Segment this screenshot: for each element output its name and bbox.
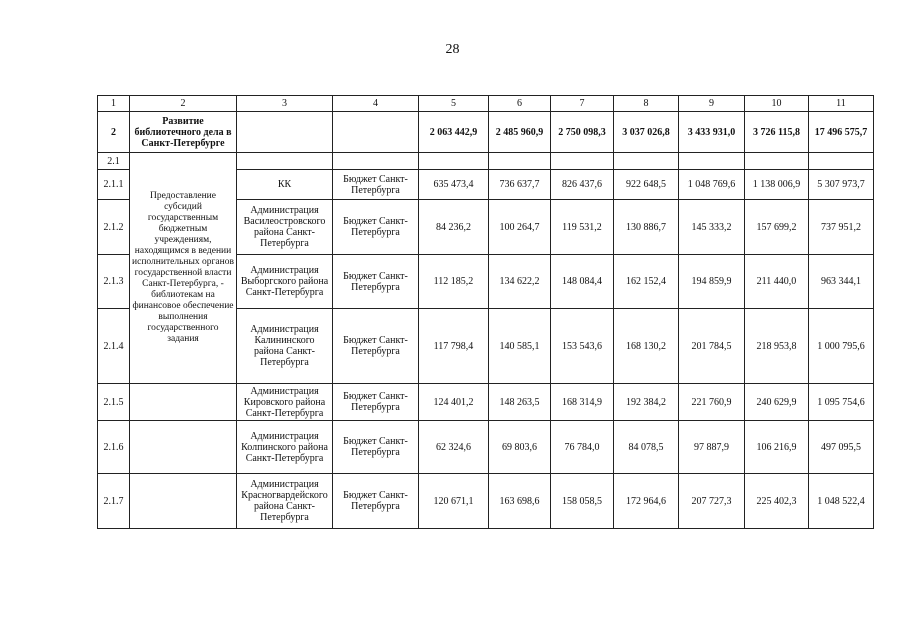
empty-cell [333,112,419,153]
row-value: 158 058,5 [551,474,614,529]
subsection-code: 2.1 [98,153,130,170]
row-value: 153 543,6 [551,309,614,384]
header-cell: 1 [98,96,130,112]
row-executor: Администрация Красногвардейского района Санкт-Петербурга [237,474,333,529]
header-cell: 4 [333,96,419,112]
row-value: 84 236,2 [419,200,489,255]
row-executor: Администрация Калининского района Санкт-Петербурга [237,309,333,384]
row-value: 148 263,5 [489,384,551,421]
row-value: 140 585,1 [489,309,551,384]
empty-cell [489,153,551,170]
row-executor: КК [237,170,333,200]
row-value: 737 951,2 [809,200,874,255]
row-value: 922 648,5 [614,170,679,200]
header-cell: 6 [489,96,551,112]
row-value: 117 798,4 [419,309,489,384]
row-value: 119 531,2 [551,200,614,255]
row-value: 1 048 769,6 [679,170,745,200]
row-value: 218 953,8 [745,309,809,384]
header-cell: 9 [679,96,745,112]
header-cell: 3 [237,96,333,112]
page-number: 28 [445,42,460,57]
empty-cell [679,153,745,170]
row-value: 69 803,6 [489,421,551,474]
row-value: 963 344,1 [809,255,874,309]
header-cell: 10 [745,96,809,112]
row-value: 97 887,9 [679,421,745,474]
row-value: 207 727,3 [679,474,745,529]
empty-cell [130,474,237,529]
row-value: 134 622,2 [489,255,551,309]
row-value: 1 000 795,6 [809,309,874,384]
row-value: 163 698,6 [489,474,551,529]
row-value: 168 314,9 [551,384,614,421]
section-code: 2 [98,112,130,153]
row-value: 211 440,0 [745,255,809,309]
header-row [98,96,874,112]
section-row [98,112,874,153]
table-row [98,384,874,421]
section-value: 3 726 115,8 [745,112,809,153]
row-value: 5 307 973,7 [809,170,874,200]
header-cell: 11 [809,96,874,112]
row-value: 157 699,2 [745,200,809,255]
row-value: 240 629,9 [745,384,809,421]
row-source: Бюджет Санкт-Петербурга [333,421,419,474]
section-name: Развитие библиотечного дела в Санкт-Петербурге [130,112,237,153]
section-value: 2 750 098,3 [551,112,614,153]
row-value: 168 130,2 [614,309,679,384]
row-code: 2.1.1 [98,170,130,200]
row-value: 62 324,6 [419,421,489,474]
empty-cell [745,153,809,170]
row-source: Бюджет Санкт-Петербурга [333,170,419,200]
header-cell: 7 [551,96,614,112]
row-code: 2.1.6 [98,421,130,474]
row-value: 1 048 522,4 [809,474,874,529]
row-value: 124 401,2 [419,384,489,421]
row-code: 2.1.2 [98,200,130,255]
row-value: 201 784,5 [679,309,745,384]
row-executor: Администрация Василеостровского района Санкт-Петербурга [237,200,333,255]
empty-cell [551,153,614,170]
row-code: 2.1.4 [98,309,130,384]
empty-cell [809,153,874,170]
row-value: 225 402,3 [745,474,809,529]
subsection-row [98,153,874,170]
header-cell: 8 [614,96,679,112]
table-row [98,421,874,474]
row-source: Бюджет Санкт-Петербурга [333,200,419,255]
row-executor: Администрация Выборгского района Санкт-Петербурга [237,255,333,309]
row-value: 120 671,1 [419,474,489,529]
row-code: 2.1.3 [98,255,130,309]
row-value: 221 760,9 [679,384,745,421]
empty-cell [130,384,237,421]
row-code: 2.1.5 [98,384,130,421]
budget-table [97,95,874,529]
row-value: 145 333,2 [679,200,745,255]
header-cell: 2 [130,96,237,112]
row-source: Бюджет Санкт-Петербурга [333,309,419,384]
subsection-description: Предоставление субсидий государственным бюджетным учреждениям, находящимся в ведении исполнительных органов государственной власти Санкт-Петербурга, - библиотекам на финансовое обеспечение выполнения государственного задания [130,153,237,384]
row-value: 1 095 754,6 [809,384,874,421]
row-source: Бюджет Санкт-Петербурга [333,474,419,529]
empty-cell [333,153,419,170]
row-value: 1 138 006,9 [745,170,809,200]
empty-cell [419,153,489,170]
row-value: 162 152,4 [614,255,679,309]
row-source: Бюджет Санкт-Петербурга [333,255,419,309]
row-value: 826 437,6 [551,170,614,200]
row-value: 130 886,7 [614,200,679,255]
section-value: 2 485 960,9 [489,112,551,153]
row-value: 112 185,2 [419,255,489,309]
row-value: 106 216,9 [745,421,809,474]
empty-cell [130,421,237,474]
row-value: 172 964,6 [614,474,679,529]
row-source: Бюджет Санкт-Петербурга [333,384,419,421]
row-value: 497 095,5 [809,421,874,474]
row-executor: Администрация Кировского района Санкт-Петербурга [237,384,333,421]
empty-cell [237,112,333,153]
empty-cell [614,153,679,170]
table-row [98,474,874,529]
row-value: 84 078,5 [614,421,679,474]
row-value: 148 084,4 [551,255,614,309]
section-value: 3 037 026,8 [614,112,679,153]
section-value: 17 496 575,7 [809,112,874,153]
section-value: 2 063 442,9 [419,112,489,153]
row-value: 635 473,4 [419,170,489,200]
row-code: 2.1.7 [98,474,130,529]
row-value: 192 384,2 [614,384,679,421]
row-value: 100 264,7 [489,200,551,255]
row-executor: Администрация Колпинского района Санкт-Петербурга [237,421,333,474]
empty-cell [237,153,333,170]
row-value: 194 859,9 [679,255,745,309]
section-value: 3 433 931,0 [679,112,745,153]
row-value: 76 784,0 [551,421,614,474]
row-value: 736 637,7 [489,170,551,200]
header-cell: 5 [419,96,489,112]
